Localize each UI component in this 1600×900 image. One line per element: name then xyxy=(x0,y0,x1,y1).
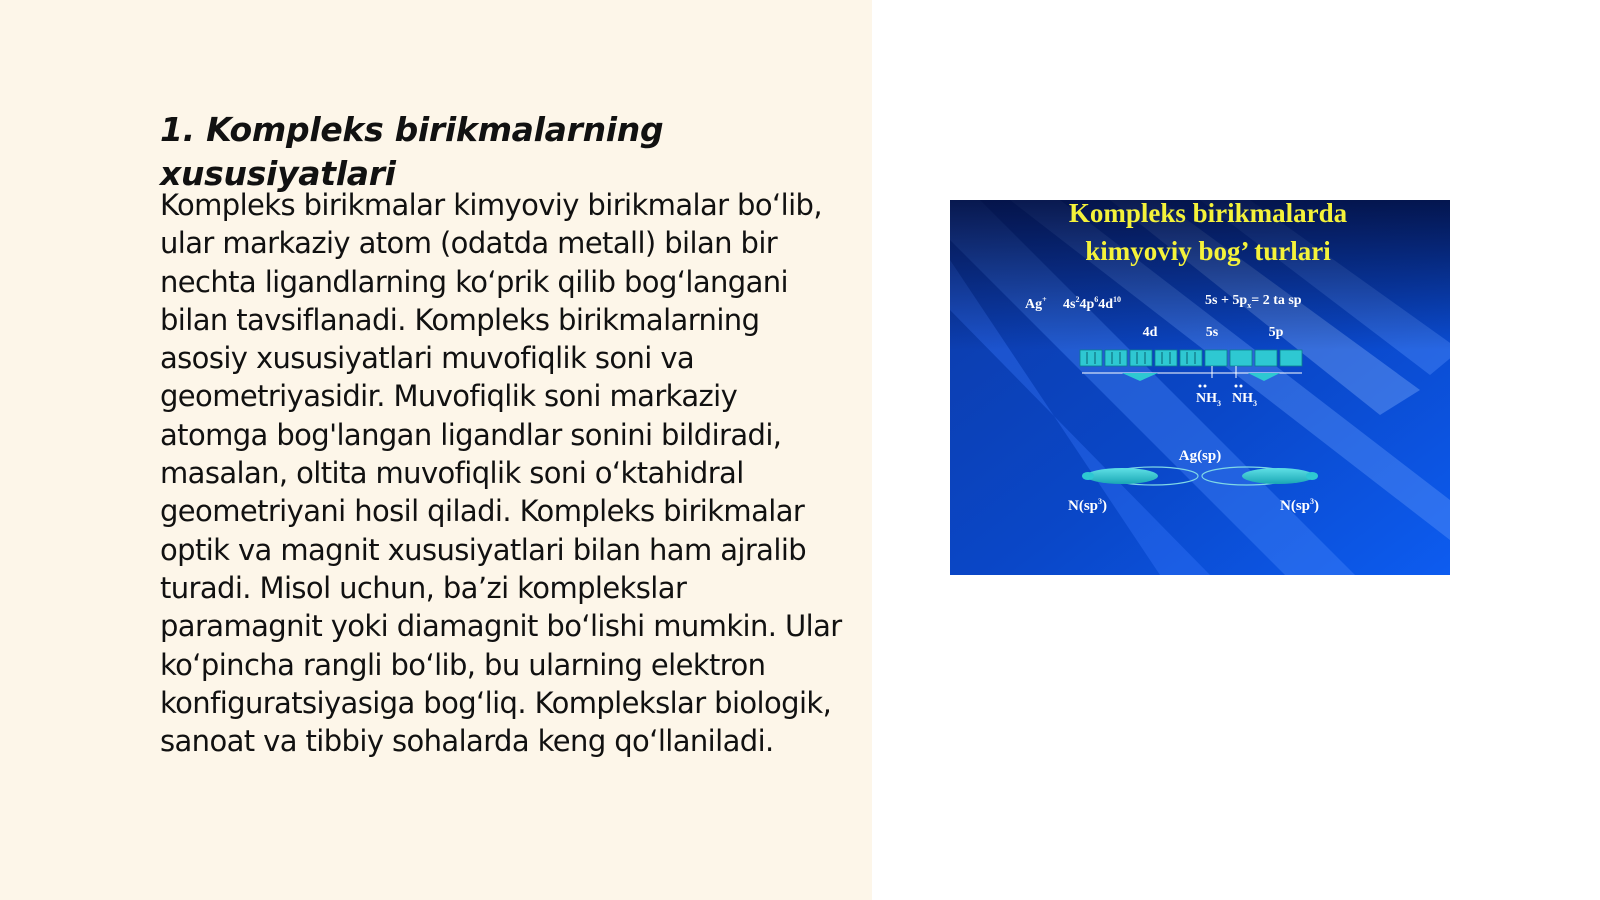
slide-title: 1. Kompleks birikmalarning xususiyatlari xyxy=(160,110,664,193)
orbital-label-5p: 5p xyxy=(1268,325,1284,340)
orbital-label-5s: 5s xyxy=(1205,325,1219,340)
figure-title-line1: Kompleks birikmalarda xyxy=(1068,200,1348,228)
lone-pair-dot xyxy=(1235,385,1238,388)
left-atom-label: $N(sp^3)$ xyxy=(1068,497,1108,514)
lone-pair-dot xyxy=(1240,385,1243,388)
ion-label: Ag+ xyxy=(1025,295,1047,312)
figure-title-line2: kimyoviy bog’ turlari xyxy=(1085,236,1331,266)
bond-center-label: Ag(sp) xyxy=(1178,448,1222,464)
lone-pair-dot xyxy=(1199,385,1202,388)
ligand-label-1: $NH_3$ xyxy=(1196,391,1221,408)
right-atom-label: $N(sp^3)$ xyxy=(1280,497,1320,514)
chemical-bond-figure xyxy=(950,200,1450,575)
slide-body-text: Kompleks birikmalar kimyoviy birikmalar bo‘lib, ular markaziy atom (odatda metall) bilan bir nechta ligandlarning ko‘prik qilib bog‘langani bilan tavsiflanadi. Kompleks birikmalarning asosiy xususiyatlari muvofiqlik soni va geometriyasidir. Muvofiqlik soni markaziy atomga bog'langan ligandlar sonini bildiradi, masalan, oltita muvofiqlik soni o‘ktahidral geometriyani hosil qiladi. Kompleks birikmalar optik va magnit xususiyatlari bilan ham ajralib turadi. Misol uchun, ba’zi komplekslar paramagnit yoki diamagnit bo‘lishi mumkin. Ular ko‘pincha rangli bo‘lib, bu ularning elektron konfiguratsiyasiga bog‘liq. Komplekslar biologik, sanoat va tibbiy sohalarda keng qo‘llaniladi. xyxy=(160,188,842,759)
electron-configuration: $4s^24p^64d^{10}$ xyxy=(1063,295,1122,312)
hybridization-formula: $5s + 5p_x= 2$ ta sp xyxy=(1205,293,1302,310)
ligand-label-2: $NH_3$ xyxy=(1232,391,1257,408)
figure-canvas xyxy=(950,200,1450,575)
orbital-label-4d: 4d xyxy=(1142,325,1158,340)
orbital-boxes xyxy=(1080,350,1302,366)
lone-pair-dot xyxy=(1204,385,1207,388)
